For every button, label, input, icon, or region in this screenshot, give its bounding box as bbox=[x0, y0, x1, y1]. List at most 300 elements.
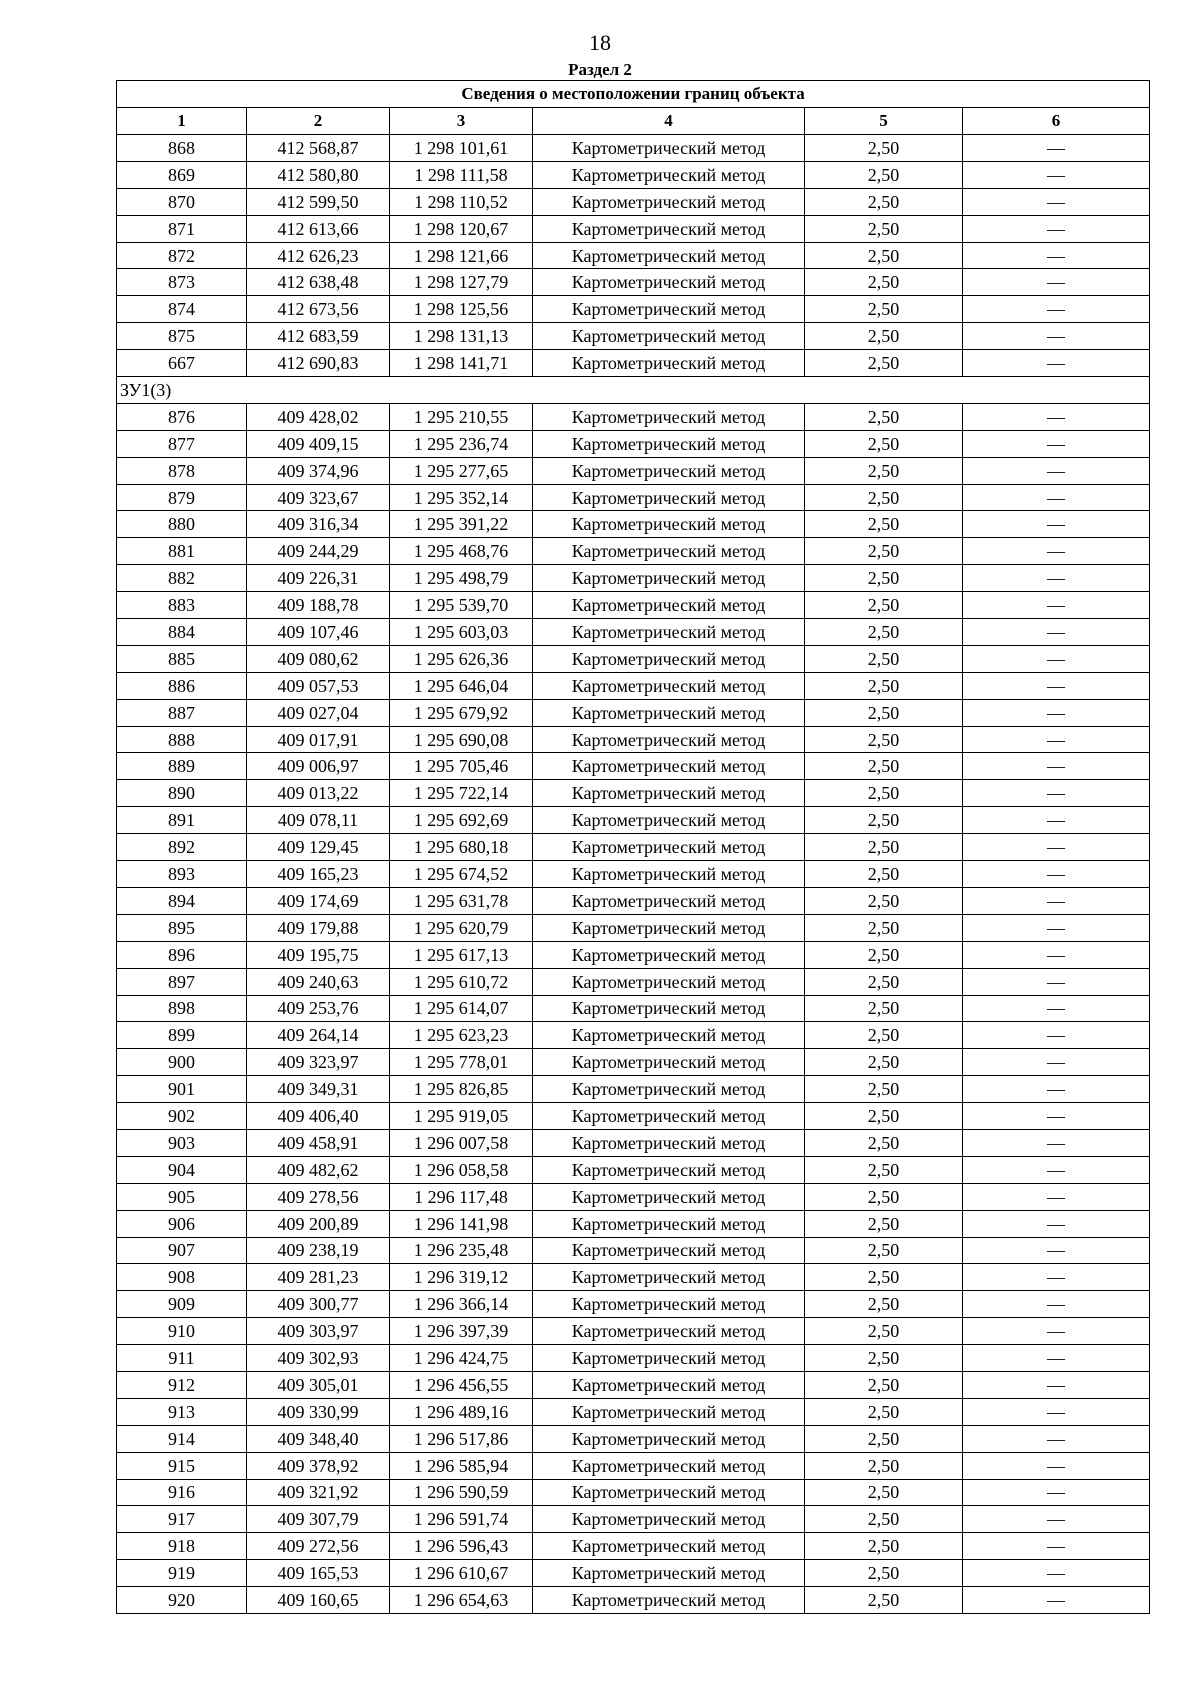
accuracy-cell: 2,50 bbox=[805, 1237, 963, 1264]
x-coordinate-cell: 409 238,19 bbox=[247, 1237, 390, 1264]
description-cell: — bbox=[963, 1049, 1150, 1076]
method-cell: Картометрический метод bbox=[533, 834, 805, 861]
description-cell: — bbox=[963, 941, 1150, 968]
y-coordinate-cell: 1 295 620,79 bbox=[390, 914, 533, 941]
description-cell: — bbox=[963, 484, 1150, 511]
description-cell: — bbox=[963, 1076, 1150, 1103]
table-row bbox=[117, 484, 1150, 511]
table-row bbox=[117, 1129, 1150, 1156]
table-row bbox=[117, 1425, 1150, 1452]
description-cell: — bbox=[963, 1506, 1150, 1533]
column-header-3: 3 bbox=[390, 108, 533, 135]
accuracy-cell: 2,50 bbox=[805, 269, 963, 296]
y-coordinate-cell: 1 295 468,76 bbox=[390, 538, 533, 565]
x-coordinate-cell: 409 406,40 bbox=[247, 1103, 390, 1130]
table-group-row bbox=[117, 377, 1150, 404]
y-coordinate-cell: 1 295 826,85 bbox=[390, 1076, 533, 1103]
point-number-cell: 905 bbox=[117, 1183, 247, 1210]
point-number-cell: 913 bbox=[117, 1398, 247, 1425]
point-number-cell: 904 bbox=[117, 1156, 247, 1183]
accuracy-cell: 2,50 bbox=[805, 188, 963, 215]
method-cell: Картометрический метод bbox=[533, 968, 805, 995]
point-number-cell: 894 bbox=[117, 887, 247, 914]
table-row bbox=[117, 457, 1150, 484]
accuracy-cell: 2,50 bbox=[805, 430, 963, 457]
y-coordinate-cell: 1 296 610,67 bbox=[390, 1560, 533, 1587]
x-coordinate-cell: 412 626,23 bbox=[247, 242, 390, 269]
method-cell: Картометрический метод bbox=[533, 403, 805, 430]
x-coordinate-cell: 412 568,87 bbox=[247, 135, 390, 162]
accuracy-cell: 2,50 bbox=[805, 968, 963, 995]
x-coordinate-cell: 409 195,75 bbox=[247, 941, 390, 968]
table-row bbox=[117, 1183, 1150, 1210]
accuracy-cell: 2,50 bbox=[805, 135, 963, 162]
description-cell: — bbox=[963, 1452, 1150, 1479]
table-row bbox=[117, 1345, 1150, 1372]
method-cell: Картометрический метод bbox=[533, 861, 805, 888]
point-number-cell: 885 bbox=[117, 645, 247, 672]
description-cell: — bbox=[963, 538, 1150, 565]
point-number-cell: 897 bbox=[117, 968, 247, 995]
column-header-5: 5 bbox=[805, 108, 963, 135]
method-cell: Картометрический метод bbox=[533, 296, 805, 323]
method-cell: Картометрический метод bbox=[533, 1479, 805, 1506]
description-cell: — bbox=[963, 1318, 1150, 1345]
description-cell: — bbox=[963, 457, 1150, 484]
method-cell: Картометрический метод bbox=[533, 1425, 805, 1452]
x-coordinate-cell: 409 200,89 bbox=[247, 1210, 390, 1237]
accuracy-cell: 2,50 bbox=[805, 242, 963, 269]
x-coordinate-cell: 409 378,92 bbox=[247, 1452, 390, 1479]
y-coordinate-cell: 1 296 590,59 bbox=[390, 1479, 533, 1506]
method-cell: Картометрический метод bbox=[533, 1156, 805, 1183]
description-cell: — bbox=[963, 1156, 1150, 1183]
method-cell: Картометрический метод bbox=[533, 1022, 805, 1049]
table-row bbox=[117, 1076, 1150, 1103]
description-cell: — bbox=[963, 726, 1150, 753]
table-row bbox=[117, 887, 1150, 914]
x-coordinate-cell: 409 330,99 bbox=[247, 1398, 390, 1425]
y-coordinate-cell: 1 296 424,75 bbox=[390, 1345, 533, 1372]
y-coordinate-cell: 1 295 690,08 bbox=[390, 726, 533, 753]
description-cell: — bbox=[963, 645, 1150, 672]
x-coordinate-cell: 409 323,97 bbox=[247, 1049, 390, 1076]
table-row bbox=[117, 941, 1150, 968]
x-coordinate-cell: 409 321,92 bbox=[247, 1479, 390, 1506]
point-number-cell: 874 bbox=[117, 296, 247, 323]
method-cell: Картометрический метод bbox=[533, 1291, 805, 1318]
y-coordinate-cell: 1 298 131,13 bbox=[390, 323, 533, 350]
y-coordinate-cell: 1 296 585,94 bbox=[390, 1452, 533, 1479]
y-coordinate-cell: 1 298 101,61 bbox=[390, 135, 533, 162]
accuracy-cell: 2,50 bbox=[805, 403, 963, 430]
x-coordinate-cell: 409 174,69 bbox=[247, 887, 390, 914]
table-row bbox=[117, 135, 1150, 162]
accuracy-cell: 2,50 bbox=[805, 161, 963, 188]
x-coordinate-cell: 409 323,67 bbox=[247, 484, 390, 511]
method-cell: Картометрический метод bbox=[533, 1183, 805, 1210]
y-coordinate-cell: 1 296 058,58 bbox=[390, 1156, 533, 1183]
method-cell: Картометрический метод bbox=[533, 1264, 805, 1291]
description-cell: — bbox=[963, 1237, 1150, 1264]
x-coordinate-cell: 409 013,22 bbox=[247, 780, 390, 807]
x-coordinate-cell: 409 226,31 bbox=[247, 565, 390, 592]
accuracy-cell: 2,50 bbox=[805, 323, 963, 350]
table-row bbox=[117, 699, 1150, 726]
method-cell: Картометрический метод bbox=[533, 753, 805, 780]
table-row bbox=[117, 511, 1150, 538]
point-number-cell: 908 bbox=[117, 1264, 247, 1291]
table-row bbox=[117, 269, 1150, 296]
x-coordinate-cell: 412 599,50 bbox=[247, 188, 390, 215]
x-coordinate-cell: 409 160,65 bbox=[247, 1587, 390, 1614]
description-cell: — bbox=[963, 296, 1150, 323]
table-row bbox=[117, 565, 1150, 592]
y-coordinate-cell: 1 295 646,04 bbox=[390, 672, 533, 699]
description-cell: — bbox=[963, 1183, 1150, 1210]
description-cell: — bbox=[963, 135, 1150, 162]
method-cell: Картометрический метод bbox=[533, 780, 805, 807]
point-number-cell: 920 bbox=[117, 1587, 247, 1614]
description-cell: — bbox=[963, 861, 1150, 888]
method-cell: Картометрический метод bbox=[533, 1398, 805, 1425]
x-coordinate-cell: 409 165,53 bbox=[247, 1560, 390, 1587]
description-cell: — bbox=[963, 161, 1150, 188]
method-cell: Картометрический метод bbox=[533, 215, 805, 242]
table-row bbox=[117, 1452, 1150, 1479]
point-number-cell: 884 bbox=[117, 619, 247, 646]
accuracy-cell: 2,50 bbox=[805, 672, 963, 699]
accuracy-cell: 2,50 bbox=[805, 1533, 963, 1560]
accuracy-cell: 2,50 bbox=[805, 1318, 963, 1345]
point-number-cell: 879 bbox=[117, 484, 247, 511]
method-cell: Картометрический метод bbox=[533, 565, 805, 592]
accuracy-cell: 2,50 bbox=[805, 941, 963, 968]
method-cell: Картометрический метод bbox=[533, 726, 805, 753]
page-number: 18 bbox=[589, 30, 611, 55]
point-number-cell: 869 bbox=[117, 161, 247, 188]
description-cell: — bbox=[963, 1371, 1150, 1398]
point-number-cell: 890 bbox=[117, 780, 247, 807]
x-coordinate-cell: 409 006,97 bbox=[247, 753, 390, 780]
accuracy-cell: 2,50 bbox=[805, 1506, 963, 1533]
table-row bbox=[117, 350, 1150, 377]
table-row bbox=[117, 780, 1150, 807]
table-row bbox=[117, 1533, 1150, 1560]
description-cell: — bbox=[963, 619, 1150, 646]
method-cell: Картометрический метод bbox=[533, 1345, 805, 1372]
accuracy-cell: 2,50 bbox=[805, 538, 963, 565]
y-coordinate-cell: 1 298 111,58 bbox=[390, 161, 533, 188]
x-coordinate-cell: 409 272,56 bbox=[247, 1533, 390, 1560]
method-cell: Картометрический метод bbox=[533, 592, 805, 619]
point-number-cell: 871 bbox=[117, 215, 247, 242]
table-caption-row bbox=[117, 81, 1150, 108]
x-coordinate-cell: 409 264,14 bbox=[247, 1022, 390, 1049]
point-number-cell: 887 bbox=[117, 699, 247, 726]
point-number-cell: 895 bbox=[117, 914, 247, 941]
table-row bbox=[117, 726, 1150, 753]
y-coordinate-cell: 1 296 591,74 bbox=[390, 1506, 533, 1533]
table-row bbox=[117, 753, 1150, 780]
point-number-cell: 893 bbox=[117, 861, 247, 888]
x-coordinate-cell: 412 638,48 bbox=[247, 269, 390, 296]
column-header-2: 2 bbox=[247, 108, 390, 135]
x-coordinate-cell: 409 129,45 bbox=[247, 834, 390, 861]
point-number-cell: 901 bbox=[117, 1076, 247, 1103]
x-coordinate-cell: 409 302,93 bbox=[247, 1345, 390, 1372]
method-cell: Картометрический метод bbox=[533, 242, 805, 269]
method-cell: Картометрический метод bbox=[533, 1129, 805, 1156]
method-cell: Картометрический метод bbox=[533, 914, 805, 941]
description-cell: — bbox=[963, 350, 1150, 377]
accuracy-cell: 2,50 bbox=[805, 1479, 963, 1506]
description-cell: — bbox=[963, 1022, 1150, 1049]
description-cell: — bbox=[963, 1425, 1150, 1452]
x-coordinate-cell: 409 348,40 bbox=[247, 1425, 390, 1452]
point-number-cell: 872 bbox=[117, 242, 247, 269]
point-number-cell: 892 bbox=[117, 834, 247, 861]
x-coordinate-cell: 409 107,46 bbox=[247, 619, 390, 646]
x-coordinate-cell: 409 080,62 bbox=[247, 645, 390, 672]
method-cell: Картометрический метод bbox=[533, 1103, 805, 1130]
accuracy-cell: 2,50 bbox=[805, 1291, 963, 1318]
accuracy-cell: 2,50 bbox=[805, 1398, 963, 1425]
table-row bbox=[117, 672, 1150, 699]
table-row bbox=[117, 1291, 1150, 1318]
description-cell: — bbox=[963, 565, 1150, 592]
accuracy-cell: 2,50 bbox=[805, 1587, 963, 1614]
table-row bbox=[117, 1237, 1150, 1264]
y-coordinate-cell: 1 298 121,66 bbox=[390, 242, 533, 269]
table-row bbox=[117, 807, 1150, 834]
method-cell: Картометрический метод bbox=[533, 1452, 805, 1479]
method-cell: Картометрический метод bbox=[533, 1587, 805, 1614]
x-coordinate-cell: 409 179,88 bbox=[247, 914, 390, 941]
group-label: ЗУ1(3) bbox=[117, 377, 1150, 404]
accuracy-cell: 2,50 bbox=[805, 699, 963, 726]
table-row bbox=[117, 619, 1150, 646]
accuracy-cell: 2,50 bbox=[805, 215, 963, 242]
accuracy-cell: 2,50 bbox=[805, 1129, 963, 1156]
method-cell: Картометрический метод bbox=[533, 511, 805, 538]
description-cell: — bbox=[963, 1103, 1150, 1130]
x-coordinate-cell: 409 027,04 bbox=[247, 699, 390, 726]
y-coordinate-cell: 1 296 235,48 bbox=[390, 1237, 533, 1264]
y-coordinate-cell: 1 296 517,86 bbox=[390, 1425, 533, 1452]
point-number-cell: 907 bbox=[117, 1237, 247, 1264]
table-row bbox=[117, 538, 1150, 565]
y-coordinate-cell: 1 295 391,22 bbox=[390, 511, 533, 538]
point-number-cell: 870 bbox=[117, 188, 247, 215]
description-cell: — bbox=[963, 753, 1150, 780]
accuracy-cell: 2,50 bbox=[805, 1183, 963, 1210]
y-coordinate-cell: 1 295 210,55 bbox=[390, 403, 533, 430]
accuracy-cell: 2,50 bbox=[805, 861, 963, 888]
method-cell: Картометрический метод bbox=[533, 484, 805, 511]
y-coordinate-cell: 1 296 456,55 bbox=[390, 1371, 533, 1398]
x-coordinate-cell: 409 303,97 bbox=[247, 1318, 390, 1345]
method-cell: Картометрический метод bbox=[533, 350, 805, 377]
accuracy-cell: 2,50 bbox=[805, 1345, 963, 1372]
table-row bbox=[117, 430, 1150, 457]
table-row bbox=[117, 592, 1150, 619]
x-coordinate-cell: 409 165,23 bbox=[247, 861, 390, 888]
y-coordinate-cell: 1 295 722,14 bbox=[390, 780, 533, 807]
method-cell: Картометрический метод bbox=[533, 645, 805, 672]
y-coordinate-cell: 1 298 110,52 bbox=[390, 188, 533, 215]
y-coordinate-cell: 1 295 614,07 bbox=[390, 995, 533, 1022]
x-coordinate-cell: 409 078,11 bbox=[247, 807, 390, 834]
y-coordinate-cell: 1 295 705,46 bbox=[390, 753, 533, 780]
description-cell: — bbox=[963, 511, 1150, 538]
y-coordinate-cell: 1 296 366,14 bbox=[390, 1291, 533, 1318]
method-cell: Картометрический метод bbox=[533, 1371, 805, 1398]
table-row bbox=[117, 1049, 1150, 1076]
point-number-cell: 881 bbox=[117, 538, 247, 565]
method-cell: Картометрический метод bbox=[533, 1318, 805, 1345]
method-cell: Картометрический метод bbox=[533, 807, 805, 834]
x-coordinate-cell: 409 482,62 bbox=[247, 1156, 390, 1183]
description-cell: — bbox=[963, 780, 1150, 807]
x-coordinate-cell: 412 690,83 bbox=[247, 350, 390, 377]
table-row bbox=[117, 1103, 1150, 1130]
x-coordinate-cell: 409 458,91 bbox=[247, 1129, 390, 1156]
method-cell: Картометрический метод bbox=[533, 323, 805, 350]
description-cell: — bbox=[963, 995, 1150, 1022]
y-coordinate-cell: 1 295 623,23 bbox=[390, 1022, 533, 1049]
point-number-cell: 882 bbox=[117, 565, 247, 592]
description-cell: — bbox=[963, 1264, 1150, 1291]
description-cell: — bbox=[963, 1560, 1150, 1587]
method-cell: Картометрический метод bbox=[533, 269, 805, 296]
x-coordinate-cell: 409 349,31 bbox=[247, 1076, 390, 1103]
accuracy-cell: 2,50 bbox=[805, 726, 963, 753]
description-cell: — bbox=[963, 1345, 1150, 1372]
table-row bbox=[117, 914, 1150, 941]
point-number-cell: 878 bbox=[117, 457, 247, 484]
description-cell: — bbox=[963, 1533, 1150, 1560]
point-number-cell: 903 bbox=[117, 1129, 247, 1156]
x-coordinate-cell: 412 673,56 bbox=[247, 296, 390, 323]
column-header-4: 4 bbox=[533, 108, 805, 135]
description-cell: — bbox=[963, 1398, 1150, 1425]
description-cell: — bbox=[963, 592, 1150, 619]
method-cell: Картометрический метод bbox=[533, 135, 805, 162]
y-coordinate-cell: 1 296 007,58 bbox=[390, 1129, 533, 1156]
x-coordinate-cell: 409 409,15 bbox=[247, 430, 390, 457]
accuracy-cell: 2,50 bbox=[805, 457, 963, 484]
point-number-cell: 876 bbox=[117, 403, 247, 430]
point-number-cell: 911 bbox=[117, 1345, 247, 1372]
x-coordinate-cell: 409 244,29 bbox=[247, 538, 390, 565]
accuracy-cell: 2,50 bbox=[805, 511, 963, 538]
point-number-cell: 919 bbox=[117, 1560, 247, 1587]
table-row bbox=[117, 1587, 1150, 1614]
table-row bbox=[117, 1022, 1150, 1049]
table-row bbox=[117, 1506, 1150, 1533]
x-coordinate-cell: 409 278,56 bbox=[247, 1183, 390, 1210]
x-coordinate-cell: 412 683,59 bbox=[247, 323, 390, 350]
description-cell: — bbox=[963, 242, 1150, 269]
point-number-cell: 909 bbox=[117, 1291, 247, 1318]
point-number-cell: 888 bbox=[117, 726, 247, 753]
y-coordinate-cell: 1 295 617,13 bbox=[390, 941, 533, 968]
description-cell: — bbox=[963, 1210, 1150, 1237]
point-number-cell: 910 bbox=[117, 1318, 247, 1345]
method-cell: Картометрический метод bbox=[533, 1210, 805, 1237]
x-coordinate-cell: 409 316,34 bbox=[247, 511, 390, 538]
description-cell: — bbox=[963, 699, 1150, 726]
method-cell: Картометрический метод bbox=[533, 188, 805, 215]
accuracy-cell: 2,50 bbox=[805, 807, 963, 834]
accuracy-cell: 2,50 bbox=[805, 296, 963, 323]
point-number-cell: 896 bbox=[117, 941, 247, 968]
method-cell: Картометрический метод bbox=[533, 699, 805, 726]
description-cell: — bbox=[963, 834, 1150, 861]
table-row bbox=[117, 1560, 1150, 1587]
point-number-cell: 667 bbox=[117, 350, 247, 377]
x-coordinate-cell: 409 240,63 bbox=[247, 968, 390, 995]
x-coordinate-cell: 409 305,01 bbox=[247, 1371, 390, 1398]
y-coordinate-cell: 1 295 277,65 bbox=[390, 457, 533, 484]
method-cell: Картометрический метод bbox=[533, 1237, 805, 1264]
y-coordinate-cell: 1 295 603,03 bbox=[390, 619, 533, 646]
point-number-cell: 906 bbox=[117, 1210, 247, 1237]
point-number-cell: 915 bbox=[117, 1452, 247, 1479]
method-cell: Картометрический метод bbox=[533, 1533, 805, 1560]
table-row bbox=[117, 834, 1150, 861]
y-coordinate-cell: 1 295 610,72 bbox=[390, 968, 533, 995]
description-cell: — bbox=[963, 215, 1150, 242]
table-row bbox=[117, 968, 1150, 995]
point-number-cell: 918 bbox=[117, 1533, 247, 1560]
description-cell: — bbox=[963, 269, 1150, 296]
point-number-cell: 877 bbox=[117, 430, 247, 457]
y-coordinate-cell: 1 295 919,05 bbox=[390, 1103, 533, 1130]
method-cell: Картометрический метод bbox=[533, 941, 805, 968]
table-row bbox=[117, 1371, 1150, 1398]
x-coordinate-cell: 412 613,66 bbox=[247, 215, 390, 242]
table-row bbox=[117, 161, 1150, 188]
method-cell: Картометрический метод bbox=[533, 1076, 805, 1103]
x-coordinate-cell: 409 307,79 bbox=[247, 1506, 390, 1533]
x-coordinate-cell: 409 300,77 bbox=[247, 1291, 390, 1318]
table-row bbox=[117, 215, 1150, 242]
x-coordinate-cell: 409 017,91 bbox=[247, 726, 390, 753]
accuracy-cell: 2,50 bbox=[805, 1076, 963, 1103]
y-coordinate-cell: 1 296 117,48 bbox=[390, 1183, 533, 1210]
point-number-cell: 900 bbox=[117, 1049, 247, 1076]
description-cell: — bbox=[963, 914, 1150, 941]
point-number-cell: 898 bbox=[117, 995, 247, 1022]
point-number-cell: 886 bbox=[117, 672, 247, 699]
description-cell: — bbox=[963, 403, 1150, 430]
point-number-cell: 875 bbox=[117, 323, 247, 350]
accuracy-cell: 2,50 bbox=[805, 592, 963, 619]
x-coordinate-cell: 409 428,02 bbox=[247, 403, 390, 430]
point-number-cell: 916 bbox=[117, 1479, 247, 1506]
point-number-cell: 902 bbox=[117, 1103, 247, 1130]
y-coordinate-cell: 1 295 626,36 bbox=[390, 645, 533, 672]
table-row bbox=[117, 1318, 1150, 1345]
y-coordinate-cell: 1 295 539,70 bbox=[390, 592, 533, 619]
y-coordinate-cell: 1 295 679,92 bbox=[390, 699, 533, 726]
accuracy-cell: 2,50 bbox=[805, 914, 963, 941]
x-coordinate-cell: 412 580,80 bbox=[247, 161, 390, 188]
x-coordinate-cell: 409 188,78 bbox=[247, 592, 390, 619]
y-coordinate-cell: 1 296 654,63 bbox=[390, 1587, 533, 1614]
